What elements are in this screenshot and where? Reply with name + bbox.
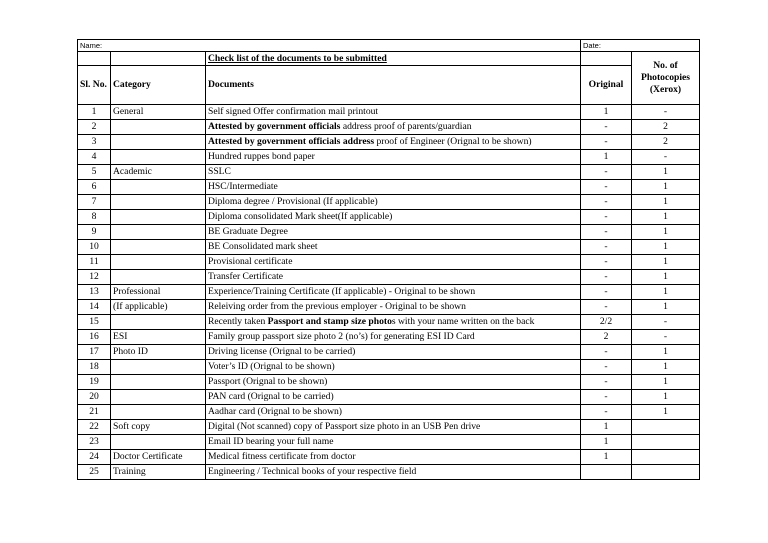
table-row: [78, 420, 700, 435]
row-number: 9: [78, 225, 111, 240]
header-row: [78, 66, 700, 105]
row-number: 14: [78, 300, 111, 315]
document-text-bold: Passport and stamp size photo: [267, 316, 392, 327]
header-category: Category: [111, 66, 206, 105]
document-text: SSLC: [208, 166, 231, 177]
row-original-count: -: [581, 210, 632, 225]
table-row: [78, 210, 700, 225]
row-photocopies-count: [632, 435, 700, 450]
row-document: [206, 360, 581, 375]
document-text: BE Graduate Degree: [208, 226, 288, 237]
row-original-count: [581, 465, 632, 480]
table-row: [78, 135, 700, 150]
row-photocopies-count: 1: [632, 165, 700, 180]
row-category: [111, 135, 206, 150]
row-number: 17: [78, 345, 111, 360]
document-text: Digital (Not scanned) copy of Passport size photo in an USB Pen drive: [208, 421, 481, 432]
row-number: 10: [78, 240, 111, 255]
table-row: [78, 390, 700, 405]
row-category: [111, 225, 206, 240]
row-photocopies-count: 1: [632, 180, 700, 195]
document-text-bold: Attested by government officials address: [208, 136, 375, 147]
row-number: 25: [78, 465, 111, 480]
table-row: [78, 150, 700, 165]
document-text: Voter’s ID (Orignal to be shown): [208, 361, 335, 372]
table-row: [78, 360, 700, 375]
document-text: Medical fitness certificate from doctor: [208, 451, 356, 462]
row-photocopies-count: 1: [632, 360, 700, 375]
row-original-count: -: [581, 345, 632, 360]
row-number: 8: [78, 210, 111, 225]
row-number: 7: [78, 195, 111, 210]
document-text: Diploma consolidated Mark sheet(If applicable): [208, 211, 393, 222]
document-text-bold: Attested by government officials: [208, 121, 341, 132]
row-original-count: 1: [581, 435, 632, 450]
row-category: [111, 270, 206, 285]
row-photocopies-count: 2: [632, 135, 700, 150]
row-document: [206, 150, 581, 165]
row-document: [206, 405, 581, 420]
document-text: Passport (Orignal to be shown): [208, 376, 328, 387]
date-label: Date:: [581, 40, 700, 52]
document-text: Driving license (Orignal to be carried): [208, 346, 356, 357]
blank-cell: [111, 52, 206, 66]
row-document: [206, 165, 581, 180]
row-category: Professional: [111, 285, 206, 300]
row-original-count: 2/2: [581, 315, 632, 330]
header-sl-no: Sl. No.: [78, 66, 111, 105]
row-category: [111, 405, 206, 420]
header-copies: No. of Photocopies (Xerox): [632, 52, 700, 105]
row-document: [206, 450, 581, 465]
row-photocopies-count: -: [632, 105, 700, 120]
row-number: 1: [78, 105, 111, 120]
row-document: [206, 105, 581, 120]
row-original-count: -: [581, 135, 632, 150]
row-number: 6: [78, 180, 111, 195]
row-category: ESI: [111, 330, 206, 345]
row-number: 5: [78, 165, 111, 180]
row-category: [111, 255, 206, 270]
row-category: [111, 120, 206, 135]
table-row: [78, 120, 700, 135]
row-category: [111, 390, 206, 405]
row-photocopies-count: 1: [632, 255, 700, 270]
row-number: 2: [78, 120, 111, 135]
row-document: [206, 180, 581, 195]
row-document: [206, 345, 581, 360]
row-category: (If applicable): [111, 300, 206, 315]
table-row: [78, 165, 700, 180]
document-text: s with your name written on the back: [391, 316, 535, 327]
row-original-count: -: [581, 360, 632, 375]
row-photocopies-count: 1: [632, 270, 700, 285]
row-original-count: -: [581, 285, 632, 300]
row-category: [111, 195, 206, 210]
row-original-count: -: [581, 120, 632, 135]
document-text: Provisional certificate: [208, 256, 293, 267]
row-category: [111, 180, 206, 195]
document-text: HSC/Intermediate: [208, 181, 278, 192]
row-photocopies-count: 2: [632, 120, 700, 135]
row-category: [111, 240, 206, 255]
meta-row: [78, 40, 700, 52]
document-text: proof of Engineer (Orignal to be shown): [374, 136, 532, 147]
table-row: [78, 180, 700, 195]
row-number: 24: [78, 450, 111, 465]
row-document: [206, 225, 581, 240]
row-number: 19: [78, 375, 111, 390]
blank-cell: [581, 52, 632, 66]
table-row: [78, 450, 700, 465]
row-category: Soft copy: [111, 420, 206, 435]
table-row: [78, 315, 700, 330]
row-original-count: 1: [581, 420, 632, 435]
row-number: 4: [78, 150, 111, 165]
row-category: Training: [111, 465, 206, 480]
row-original-count: -: [581, 195, 632, 210]
row-document: [206, 255, 581, 270]
row-category: [111, 435, 206, 450]
blank-cell: [78, 52, 111, 66]
document-text: PAN card (Orignal to be carried): [208, 391, 334, 402]
checklist-table: [77, 39, 700, 480]
table-row: [78, 195, 700, 210]
row-category: [111, 375, 206, 390]
row-document: [206, 210, 581, 225]
row-document: [206, 375, 581, 390]
row-number: 18: [78, 360, 111, 375]
row-original-count: -: [581, 390, 632, 405]
document-title: Check list of the documents to be submitted: [206, 52, 581, 66]
table-row: [78, 345, 700, 360]
row-number: 16: [78, 330, 111, 345]
row-number: 22: [78, 420, 111, 435]
document-text: Email ID bearing your full name: [208, 436, 334, 447]
table-row: [78, 435, 700, 450]
name-label: Name:: [78, 40, 581, 52]
row-original-count: -: [581, 225, 632, 240]
table-row: [78, 240, 700, 255]
document-text: Family group passport size photo 2 (no’s) for generating ESI ID Card: [208, 331, 475, 342]
document-text: Aadhar card (Orignal to be shown): [208, 406, 342, 417]
row-photocopies-count: -: [632, 315, 700, 330]
table-row: [78, 330, 700, 345]
row-photocopies-count: 1: [632, 300, 700, 315]
row-document: [206, 285, 581, 300]
row-number: 11: [78, 255, 111, 270]
row-original-count: -: [581, 405, 632, 420]
row-document: [206, 420, 581, 435]
row-document: [206, 135, 581, 150]
document-text: address proof of parents/guardian: [340, 121, 472, 132]
checklist-sheet: [77, 39, 699, 480]
table-row: [78, 270, 700, 285]
row-photocopies-count: 1: [632, 345, 700, 360]
row-photocopies-count: 1: [632, 390, 700, 405]
row-document: [206, 300, 581, 315]
table-row: [78, 300, 700, 315]
row-photocopies-count: 1: [632, 195, 700, 210]
header-original: Original: [581, 66, 632, 105]
row-number: 13: [78, 285, 111, 300]
row-photocopies-count: 1: [632, 285, 700, 300]
row-photocopies-count: [632, 465, 700, 480]
row-photocopies-count: [632, 450, 700, 465]
row-document: [206, 390, 581, 405]
row-original-count: -: [581, 270, 632, 285]
row-photocopies-count: 1: [632, 405, 700, 420]
table-row: [78, 375, 700, 390]
table-row: [78, 255, 700, 270]
row-photocopies-count: -: [632, 150, 700, 165]
row-original-count: -: [581, 375, 632, 390]
row-original-count: -: [581, 300, 632, 315]
table-row: [78, 465, 700, 480]
row-document: [206, 465, 581, 480]
row-category: [111, 360, 206, 375]
row-photocopies-count: 1: [632, 375, 700, 390]
document-text: Diploma degree / Provisional (If applicable): [208, 196, 378, 207]
document-text: Releiving order from the previous employer - Original to be shown: [208, 301, 466, 312]
row-document: [206, 315, 581, 330]
row-original-count: -: [581, 165, 632, 180]
row-number: 12: [78, 270, 111, 285]
row-document: [206, 240, 581, 255]
row-original-count: -: [581, 255, 632, 270]
row-photocopies-count: -: [632, 330, 700, 345]
row-photocopies-count: [632, 420, 700, 435]
row-document: [206, 120, 581, 135]
row-photocopies-count: 1: [632, 240, 700, 255]
row-document: [206, 435, 581, 450]
row-number: 20: [78, 390, 111, 405]
row-document: [206, 270, 581, 285]
row-category: [111, 210, 206, 225]
table-row: [78, 105, 700, 120]
document-text: Self signed Offer confirmation mail printout: [208, 106, 379, 117]
document-text: Recently taken: [208, 316, 268, 327]
row-number: 21: [78, 405, 111, 420]
row-category: [111, 315, 206, 330]
row-category: General: [111, 105, 206, 120]
row-original-count: -: [581, 240, 632, 255]
row-category: [111, 150, 206, 165]
row-number: 23: [78, 435, 111, 450]
document-text: Engineering / Technical books of your respective field: [208, 466, 417, 477]
row-original-count: 1: [581, 105, 632, 120]
row-photocopies-count: 1: [632, 210, 700, 225]
row-number: 3: [78, 135, 111, 150]
document-text: BE Consolidated mark sheet: [208, 241, 318, 252]
row-original-count: -: [581, 180, 632, 195]
document-text: Experience/Training Certificate (If applicable) - Original to be shown: [208, 286, 476, 297]
row-original-count: 1: [581, 450, 632, 465]
row-photocopies-count: 1: [632, 225, 700, 240]
row-number: 15: [78, 315, 111, 330]
table-row: [78, 285, 700, 300]
row-document: [206, 330, 581, 345]
title-row: [78, 52, 700, 66]
table-row: [78, 405, 700, 420]
row-category: Academic: [111, 165, 206, 180]
row-original-count: 1: [581, 150, 632, 165]
document-text: Transfer Certificate: [208, 271, 284, 282]
header-documents: Documents: [206, 66, 581, 105]
row-category: Doctor Certificate: [111, 450, 206, 465]
row-document: [206, 195, 581, 210]
row-category: Photo ID: [111, 345, 206, 360]
table-row: [78, 225, 700, 240]
row-original-count: 2: [581, 330, 632, 345]
document-text: Hundred ruppes bond paper: [208, 151, 315, 162]
